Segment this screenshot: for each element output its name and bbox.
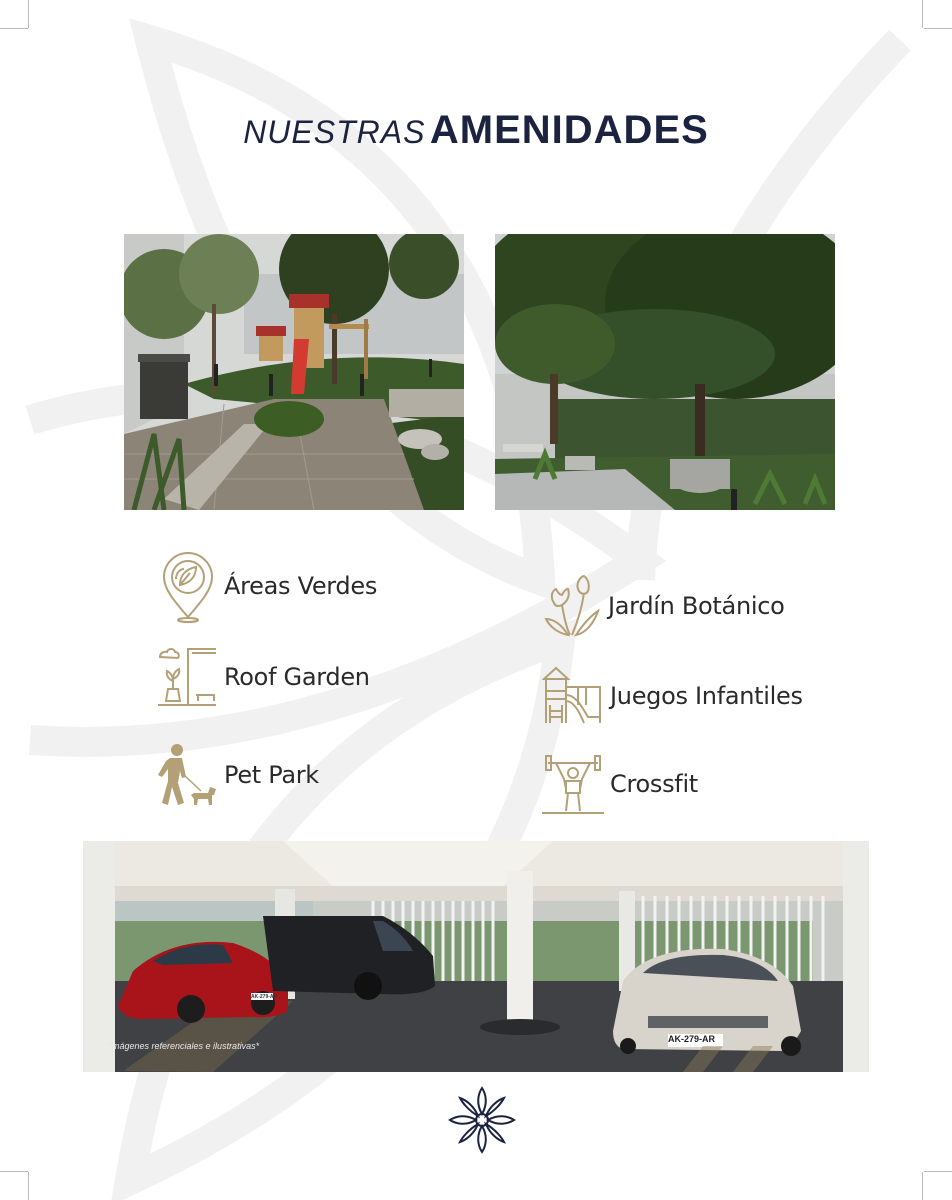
crop-mark (922, 0, 923, 28)
dog-walker-icon (156, 743, 218, 807)
title-bold: AMENIDADES (429, 108, 709, 152)
amenity-crossfit (542, 753, 698, 815)
crop-mark (924, 1171, 952, 1172)
title-light: NUESTRAS (243, 114, 426, 150)
parking-photo (83, 841, 869, 1072)
amenity-label: Pet Park (224, 761, 319, 789)
tulips-icon (542, 575, 602, 637)
amenity-label: Crossfit (610, 770, 698, 798)
crop-mark (922, 1172, 923, 1200)
crop-mark (0, 28, 28, 29)
amenity-label: Juegos Infantiles (610, 682, 803, 710)
plate-text-right: AK-279-AR (668, 1034, 716, 1044)
playground-photo (124, 234, 464, 510)
weightlifter-icon (542, 753, 604, 815)
amenity-label: Áreas Verdes (224, 572, 378, 600)
crop-mark (28, 0, 29, 28)
disclaimer-note: *Imágenes referenciales e ilustrativas* (106, 1041, 260, 1051)
amenity-roof-garden (158, 645, 370, 709)
amenity-juegos-infantiles (542, 665, 803, 727)
crop-mark (924, 28, 952, 29)
page-title (0, 108, 952, 153)
amenity-label: Jardín Botánico (608, 592, 785, 620)
amenity-areas-verdes (158, 549, 377, 623)
flower-logo-icon (448, 1086, 516, 1154)
amenity-jardin-botanico (542, 575, 785, 637)
roof-garden-icon (158, 645, 218, 709)
crop-mark (0, 1171, 28, 1172)
plate-text-left: AK-279-AR (251, 994, 278, 1000)
garden-photo (495, 234, 835, 510)
leaf-pin-icon (158, 549, 218, 623)
playground-icon (542, 665, 604, 727)
amenity-pet-park (156, 743, 319, 807)
amenity-label: Roof Garden (224, 663, 370, 691)
crop-mark (28, 1172, 29, 1200)
